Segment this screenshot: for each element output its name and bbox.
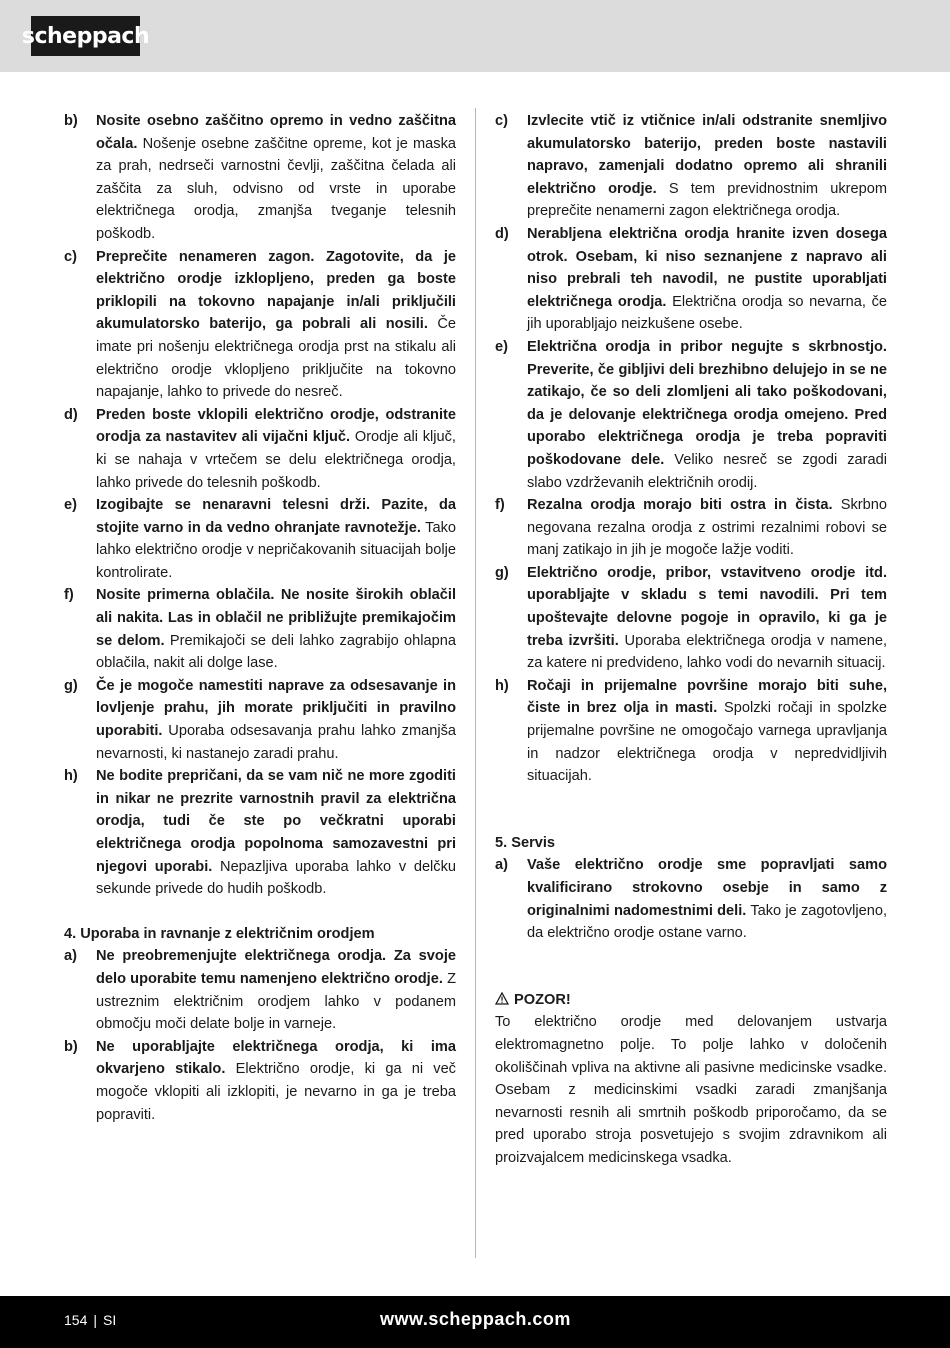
list-item — [495, 110, 887, 223]
item-regular-text: Nepazljiva uporaba lahko v delčku sekunde privede do hudih poškodb. — [96, 858, 457, 898]
warning-triangle-icon — [495, 989, 509, 1012]
item-bold-text: Rezalna orodja morajo biti ostra in čista. — [527, 497, 833, 514]
item-text — [96, 110, 456, 246]
item-text — [527, 675, 887, 788]
list-item — [64, 1036, 456, 1126]
item-bold-text: Ročaji in prijemalne površine morajo biti suhe, čiste in brez olja in masti. — [527, 677, 887, 717]
item-text — [527, 110, 887, 223]
page-number: 154 — [64, 1312, 88, 1328]
item-regular-text: Orodje ali ključ, ki se nahaja v vrtečem se delu električnega orodja, lahko privede do telesnih poškodb. — [96, 429, 456, 491]
item-text — [527, 494, 887, 562]
spacer — [495, 967, 887, 989]
item-bold-text: Električna orodja in pribor negujte s skrbnostjo. Preverite, če gibljivi deli brezhibno delujejo in se ne zatikajo, če so deli zlomljeni ali tako poškodovani, da je delovanje električnega orodja omejeno. Pred uporabo električnega orodja je treba popraviti poškodovane dele. — [527, 338, 887, 468]
item-label: d) — [495, 225, 509, 242]
item-label: a) — [495, 857, 508, 874]
item-label: c) — [495, 113, 508, 129]
list-item — [64, 945, 456, 1035]
section-5-title: 5. Servis — [495, 834, 556, 851]
list-item — [64, 246, 456, 404]
list-item — [64, 110, 456, 246]
header-bar — [0, 0, 950, 72]
list-item — [495, 675, 887, 788]
column-divider — [475, 108, 476, 1258]
item-text — [527, 336, 887, 494]
item-label: c) — [64, 248, 77, 265]
item-bold-text: Ne bodite prepričani, da se vam nič ne more zgoditi in nikar ne prezrite varnostnih pravil za električna orodja, tudi če ste po večkratni uporabi električnega orodja popolnoma samozavestni pri njegovi uporabi. — [96, 768, 456, 875]
item-label: f) — [495, 497, 505, 514]
website-url[interactable]: www.scheppach.com — [380, 1309, 571, 1329]
item-bold-text: Nosite primerna oblačila. Ne nosite širokih oblačil ali nakita. Las in oblačil ne približujte premikajočim se delom. — [96, 587, 456, 649]
warning-title: POZOR! — [514, 991, 571, 1008]
item-label: h) — [64, 768, 78, 785]
item-label: e) — [64, 497, 77, 514]
item-bold-text: Preden boste vklopili električno orodje, odstranite orodja za nastavitev ali vijačni ključ. — [96, 406, 456, 446]
left-list-a — [64, 110, 456, 901]
item-label: g) — [495, 564, 509, 581]
item-regular-text: Če imate pri nošenju električnega orodja prst na stikalu ali električno orodje vklopljeno priključite na tokovno napajanje, lahko to privede do nesreč. — [96, 316, 456, 401]
section-4-title: 4. Uporaba in ravnanje z električnim orodjem — [64, 925, 375, 942]
item-text — [527, 854, 887, 944]
item-bold-text: Nosite osebno zaščitno opremo in vedno zaščitna očala. — [96, 113, 456, 152]
item-text — [96, 584, 456, 674]
item-regular-text: Uporaba električnega orodja v namene, za katere ni predvideno, lahko vodi do nevarnih situacij. — [527, 632, 888, 672]
list-item — [64, 765, 456, 901]
item-bold-text: Nerabljena električna orodja hranite izven dosega otrok. Osebam, ki niso seznanjene z napravo ali niso prebrali teh navodil, ne pustite uporabljati električnega orodja. — [527, 225, 887, 310]
item-label: b) — [64, 113, 78, 129]
spacer — [495, 810, 887, 832]
list-item — [64, 404, 456, 494]
brand-logo: scheppach — [31, 16, 140, 56]
spacer — [495, 945, 887, 967]
item-text — [96, 404, 456, 494]
item-bold-text: Izogibajte se nenaravni telesni drži. Pazite, da stojite varno in da vedno ohranjate ravnotežje. — [96, 497, 456, 536]
item-text — [96, 1036, 456, 1126]
item-regular-text: Uporaba odsesavanja prahu lahko zmanjša nevarnosti, ki nastanejo zaradi prahu. — [96, 723, 456, 762]
warning-text: To električno orodje med delovanjem ustvarja elektromagnetno polje. To polje lahko v določenih okoliščinah vpliva na aktivne ali pasivne medicinske vsadke. Osebam z medicinskimi vsadki zaradi zmanjšanja nevarnosti resnih ali smrtnih poškodb priporočamo, da se pred uporabo stroja posvetujejo s svojim zdravnikom ali proizvajalcem medicinskega vsadka. — [495, 1014, 887, 1166]
item-bold-text: Vaše električno orodje sme popravljati samo kvalificirano strokovno osebje in samo z originalnimi nadomestnimi deli. — [527, 857, 887, 919]
item-label: h) — [495, 677, 509, 694]
left-list-b — [64, 945, 456, 1126]
item-text — [527, 562, 887, 675]
right-list-b — [495, 854, 887, 944]
item-regular-text: Premikajoči se deli lahko zagrabijo ohlapna oblačila, nakit ali dolge lase. — [96, 632, 456, 672]
item-regular-text: Veliko nesreč se zgodi zaradi slabo vzdrževanih električnih orodij. — [527, 451, 887, 491]
separator: | — [93, 1312, 97, 1328]
item-text — [96, 675, 456, 765]
page-number-area — [64, 1312, 116, 1328]
left-column — [64, 110, 456, 1126]
footer-bar — [0, 1296, 950, 1348]
right-list-a — [495, 110, 887, 788]
spacer — [64, 901, 456, 923]
item-regular-text: Skrbno negovana rezalna orodja z ostrimi rezalnimi robovi se manj zatikajo in jih je mogoče lažje voditi. — [527, 497, 887, 559]
item-regular-text: Tako lahko električno orodje v nepričakovanih situacijah bolje kontrolirate. — [96, 519, 456, 581]
item-text — [96, 945, 456, 1035]
list-item — [495, 223, 887, 336]
list-item — [495, 494, 887, 562]
item-regular-text: Električna orodja so nevarna, če jih uporabljajo neizkušene osebe. — [527, 293, 887, 333]
item-regular-text: Nošenje osebne zaščitne opreme, kot je maska za prah, nedrseči varnostni čevlji, zaščitna čelada ali zaščita za sluh, odvisno od vrste in uporabe električnega orodja, zmanjša tveganje telesnih poškodb. — [96, 135, 456, 242]
item-label: g) — [64, 677, 78, 694]
list-item — [495, 562, 887, 675]
item-bold-text: Ne preobremenjujte električnega orodja. Za svoje delo uporabite temu namenjeno električno orodje. — [96, 948, 456, 987]
item-bold-text: Preprečite nenameren zagon. Zagotovite, da je električno orodje izklopljeno, preden ga boste priklopili na tokovno napajanje in/ali priključili akumulatorsko baterijo, ga pobrali ali nosili. — [96, 248, 456, 333]
list-item — [64, 494, 456, 584]
item-regular-text: Spolzki ročaji in spolzke prijemalne površine ne omogočajo varnega upravljanja in nadzor električnega orodja v nepredvidljivih situacijah. — [527, 700, 887, 785]
list-item — [64, 584, 456, 674]
item-regular-text: Električno orodje, ki ga ni več mogoče vklopiti ali izklopiti, je nevarno in ga je treba popraviti. — [96, 1061, 456, 1123]
item-label: b) — [64, 1038, 78, 1055]
item-regular-text: Tako je zagotovljeno, da električno orodje ostane varno. — [527, 902, 887, 942]
item-label: a) — [64, 948, 77, 965]
item-regular-text: Z ustreznim električnim orodjem lahko v podanem območju moči delate bolje in varneje. — [96, 970, 456, 1033]
list-item — [495, 336, 887, 494]
item-bold-text: Električno orodje, pribor, vstavitveno orodje itd. uporabljajte v skladu s temi navodili. Pri tem upoštevajte delovne pogoje in opravilo, ki ga je treba izvršiti. — [527, 564, 887, 649]
item-label: e) — [495, 338, 508, 355]
warning-heading — [495, 989, 887, 1012]
item-text — [527, 223, 887, 336]
item-text — [96, 765, 456, 901]
item-bold-text: Izvlecite vtič iz vtičnice in/ali odstranite snemljivo akumulatorsko baterijo, preden boste nastavili napravo, zamenjali dodatno opremo ali shranili električno orodje. — [527, 113, 887, 197]
list-item — [64, 675, 456, 765]
language-code: SI — [103, 1312, 117, 1328]
item-text — [96, 246, 456, 404]
item-label: d) — [64, 406, 78, 423]
item-bold-text: Ne uporabljajte električnega orodja, ki ima okvarjeno stikalo. — [96, 1038, 456, 1078]
list-item — [495, 854, 887, 944]
spacer — [495, 788, 887, 810]
right-column — [495, 110, 887, 1170]
item-label: f) — [64, 587, 74, 604]
item-regular-text: S tem previdnostnim ukrepom preprečite nenamerni zagon električnega orodja. — [527, 180, 887, 220]
item-bold-text: Če je mogoče namestiti naprave za odsesavanje in lovljenje prahu, jih morate priključiti in pravilno uporabiti. — [96, 677, 456, 740]
item-text — [96, 494, 456, 584]
